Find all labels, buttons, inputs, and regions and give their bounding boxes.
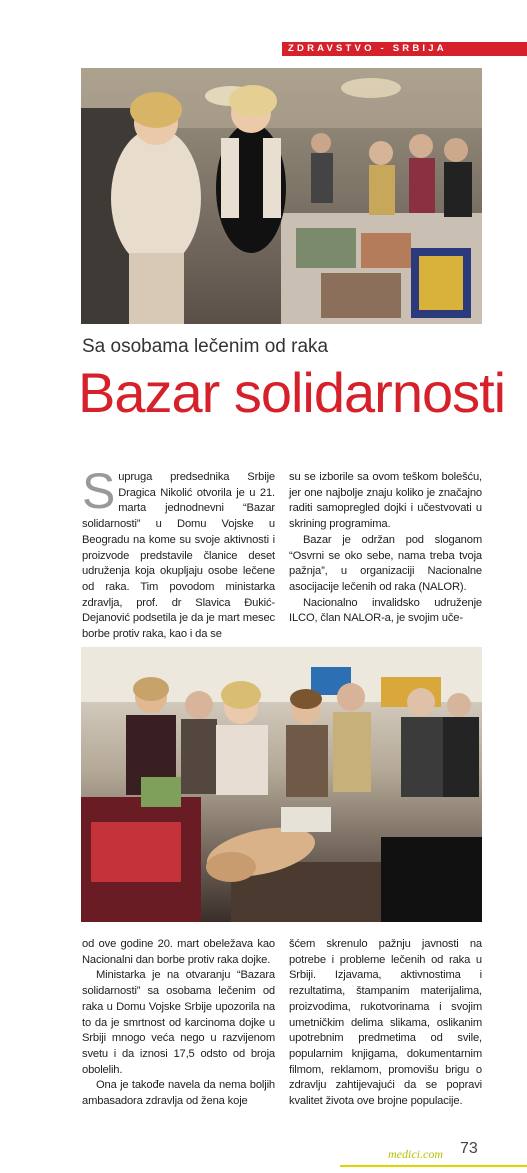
article-headline: Bazar solidarnosti [78, 361, 506, 424]
dropcap: S [82, 463, 116, 519]
column-3 [82, 937, 275, 1110]
brand-logo: medici.com [388, 1147, 443, 1161]
page-number: 73 [460, 1140, 478, 1157]
paragraph: Ministarka je na otvaranju “Bazara solidarnosti” sa osobama lečenim od raka u Domu Vojske Srbije upozorila na to da je smrtnost od karcinoma dojke u Srbiji mnogo veća nego u razvijenom svetu i da iznosi 17,5 odsto od broja obolelih. [82, 969, 275, 1076]
footer-rule [340, 1165, 527, 1167]
photo-bazaar-visitors-image [81, 647, 482, 922]
paragraph: Ona je takođe navela da nema boljih ambasadora zdravlja od žena koje [82, 1079, 275, 1108]
paragraph: Bazar je održan pod sloganom “Osvrni se oko sebe, nama treba tvoja pažnja”, u organizaciji Nacionalne asocijacije lečenih od raka (NALOR). [289, 533, 482, 593]
photo-bazaar-opening [81, 68, 482, 324]
column-2 [289, 470, 482, 627]
column-1 [82, 463, 275, 643]
column-4 [289, 937, 482, 1110]
photo-bazaar-opening-image [81, 68, 482, 324]
paragraph: šćem skrenulo pažnju javnosti na potrebe i probleme lečenih od raka u Srbiji. Izjavama, aktivnostima i rezultatima, štampanim materijalima, proizvodima, rukotvorinama i svojim umetničkim delima slikama, oslikanim upotrebnim predmetima od svile, popularnim knjigama, dokumentarnim filmom, reklamom, promovišu brigu o zdravlju zahtijevajući da se popravi kvalitet života ove brojne populacije. [289, 938, 482, 1108]
photo-bazaar-visitors [81, 647, 482, 922]
paragraph: Nacionalno invalidsko udruženje ILCO, član NALOR-a, je svojim uče- [289, 596, 482, 625]
section-label: ZDRAVSTVO - SRBIJA [282, 42, 527, 56]
paragraph: Supruga predsednika Srbije Dragica Nikolić otvorila je u 21. marta jednodnevni “Bazar solidarnosti” u Domu Vojske u Beogradu na kome su svoje aktivnosti i proizvode predstavile članice deset udruženja koja okupljaju osobe lečene od raka. Tim povodom ministarka zdravlja, prof. dr Slavica Đukić-Dejanović podsetila je da je mart mesec borbe protiv raka, kao i da se [82, 463, 275, 641]
paragraph: su se izborile sa ovom teškom bolešću, jer one najbolje znaju koliko je značajno raditi samopregled dojki i učestvovati u skrining programima. [289, 471, 482, 531]
paragraph: od ove godine 20. mart obeležava kao Nacionalni dan borbe protiv raka dojke. [82, 938, 275, 966]
article-subtitle: Sa osobama lečenim od raka [82, 336, 329, 357]
